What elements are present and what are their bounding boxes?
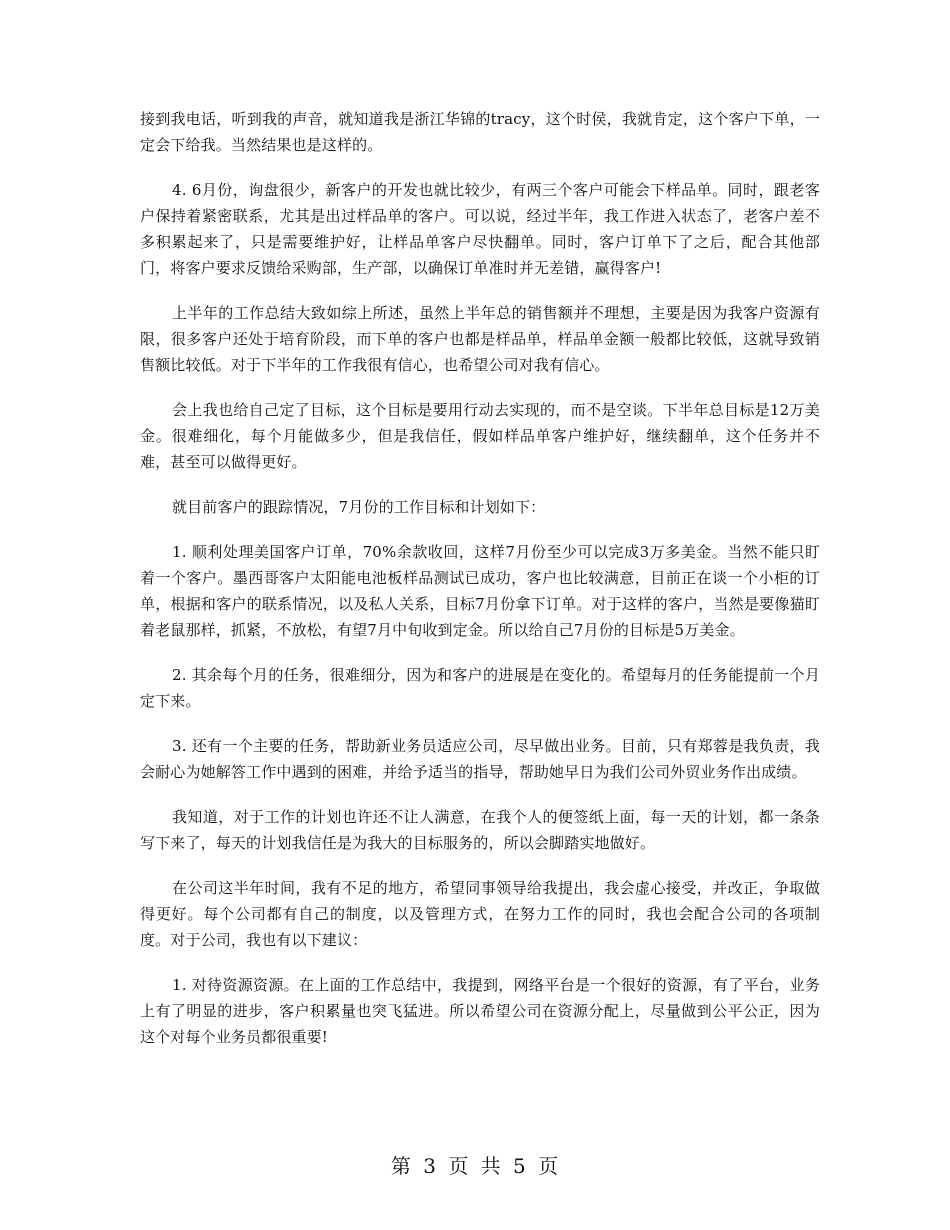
paragraph-3: 上半年的工作总结大致如综上所述，虽然上半年总的销售额并不理想，主要是因为我客户资源有限，很多客户还处于培育阶段，而下单的客户也都是样品单，样品单金额一般都比较低，这就导致销售额比较低。对于下半年的工作我很有信心，也希望公司对我有信心。 [140,304,820,374]
paragraph-10: 在公司这半年时间，我有不足的地方，希望同事领导给我提出，我会虚心接受，并改正，争取做得更好。每个公司都有自己的制度，以及管理方式，在努力工作的同时，我也会配合公司的各项制度。对于公司，我也有以下建议： [140,879,820,949]
page-number-footer [0,1150,950,1179]
footer-total-pages: 5 [513,1154,527,1178]
paragraph-5: 就目前客户的跟踪情况，7月份的工作目标和计划如下： [172,498,546,516]
paragraph-1: 接到我电话，听到我的声音，就知道我是浙江华锦的tracy，这个时侯，我就肯定，这个客户下单，一定会下给我。当然结果也是这样的。 [140,110,820,154]
paragraph-6: 1. 顺利处理美国客户订单，70%余款收回，这样7月份至少可以完成3万多美金。当然不能只盯着一个客户。墨西哥客户太阳能电池板样品测试已成功，客户也比较满意，目前正在谈一个小柜的订单，根据和客户的联系情况，以及私人关系，目标7月份拿下订单。对于这样的客户，当然是要像猫盯着老鼠那样，抓紧，不放松，有望7月中旬收到定金。所以给自己7月份的目标是5万美金。 [140,543,820,639]
paragraph-9: 我知道，对于工作的计划也许还不让人满意，在我个人的便签纸上面，每一天的计划，都一条条写下来了，每天的计划我信任是为我大的目标服务的，所以会脚踏实地做好。 [140,808,820,852]
paragraph-2: 4. 6月份，询盘很少，新客户的开发也就比较少，有两三个客户可能会下样品单。同时，跟老客户保持着紧密联系，尤其是出过样品单的客户。可以说，经过半年，我工作进入状态了，老客户差不多积累起来了，只是需要维护好，让样品单客户尽快翻单。同时，客户订单下了之后，配合其他部门，将客户要求反馈给采购部，生产部，以确保订单准时并无差错，赢得客户! [140,181,820,277]
paragraph-7: 2. 其余每个月的任务，很难细分，因为和客户的进展是在变化的。希望每月的任务能提前一个月定下来。 [140,666,820,710]
footer-label-total-unit: 页 [538,1154,560,1178]
footer-current-page: 3 [423,1154,437,1178]
paragraph-4: 会上我也给自己定了目标，这个目标是要用行动去实现的，而不是空谈。下半年总目标是12万美金。很难细化，每个月能做多少，但是我信任，假如样品单客户维护好，继续翻单，这个任务并不难，甚至可以做得更好。 [140,401,820,471]
footer-label-page: 第 [390,1154,412,1178]
footer-label-page-unit: 页 [448,1154,470,1178]
paragraph-8: 3. 还有一个主要的任务，帮助新业务员适应公司，尽早做出业务。目前，只有郑蓉是我负责，我会耐心为她解答工作中遇到的困难，并给予适当的指导，帮助她早日为我们公司外贸业务作出成绩。 [140,737,820,781]
footer-label-total: 共 [480,1154,502,1178]
paragraph-11: 1. 对待资源资源。在上面的工作总结中，我提到，网络平台是一个很好的资源，有了平台，业务上有了明显的进步，客户积累量也突飞猛进。所以希望公司在资源分配上，尽量做到公平公正，因为这个对每个业务员都很重要! [140,976,820,1046]
document-body [140,106,820,1069]
